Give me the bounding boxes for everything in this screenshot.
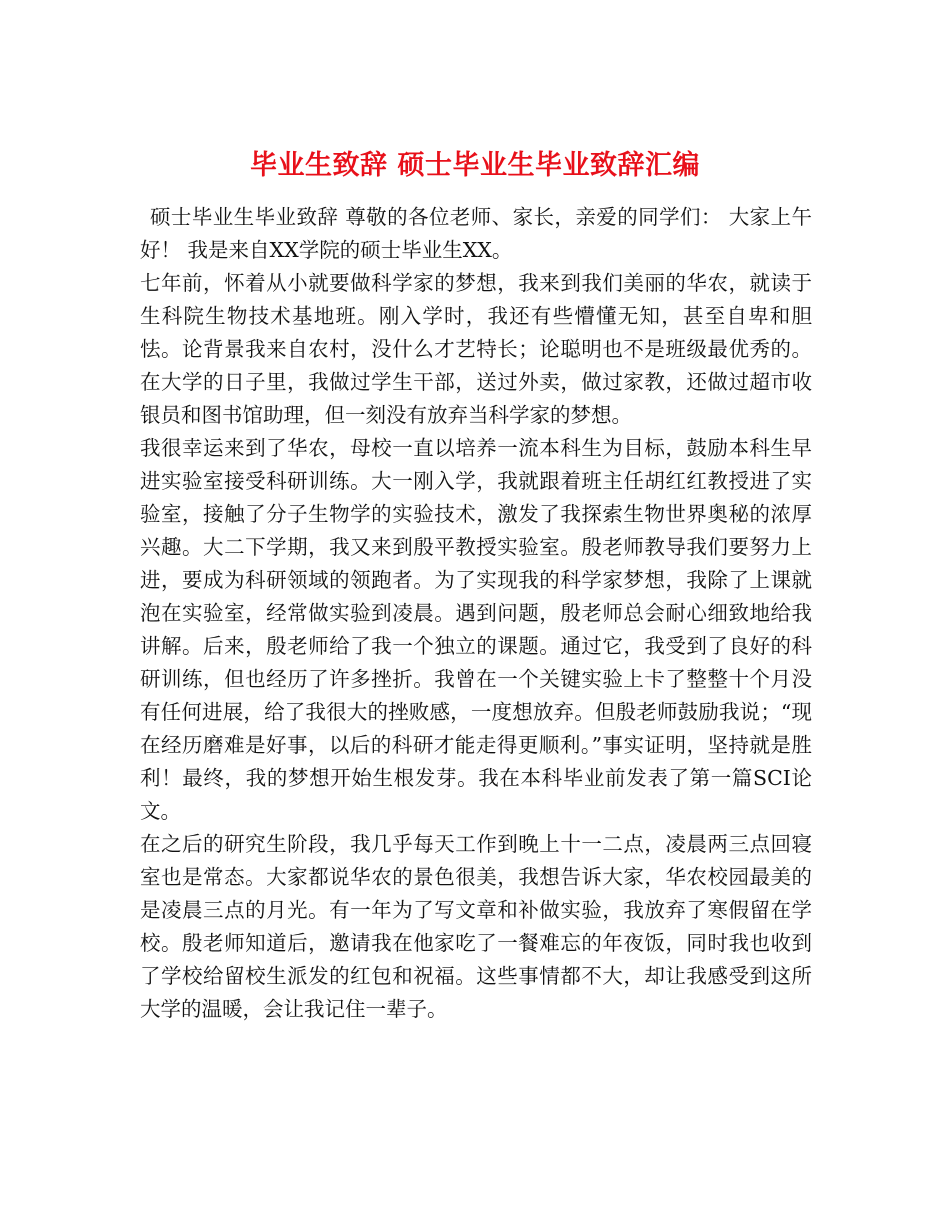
paragraph-graduate-years: 在之后的研究生阶段，我几乎每天工作到晚上十一二点，凌晨两三点回寝室也是常态。大家都说华农的景色很美，我想告诉大家，华农校园最美的是凌晨三点的月光。有一年为了写文章和补做实验，我放弃了寒假留在学校。殷老师知道后，邀请我在他家吃了一餐难忘的年夜饭，同时我也收到了学校给留校生派发的红包和祝福。这些事情都不大，却让我感受到这所大学的温暖，会让我记住一辈子。	[140, 832, 812, 1021]
paragraph-greeting: 硕士毕业生毕业致辞 尊敬的各位老师、家长，亲爱的同学们： 大家上午好！ 我是来自XX学院的硕士毕业生XX。	[140, 205, 812, 262]
document-title: 毕业生致辞 硕士毕业生毕业致辞汇编	[250, 150, 700, 182]
document-body	[140, 201, 812, 1026]
paragraph-dream: 七年前，怀着从小就要做科学家的梦想，我来到我们美丽的华农，就读于生科院生物技术基地班。刚入学时，我还有些懵懂无知，甚至自卑和胆怯。论背景我来自农村，没什么才艺特长；论聪明也不是班级最优秀的。在大学的日子里，我做过学生干部，送过外卖，做过家教，还做过超市收银员和图书馆助理，但一刻没有放弃当科学家的梦想。	[140, 271, 812, 427]
paragraph-lab-experience: 我很幸运来到了华农，母校一直以培养一流本科生为目标，鼓励本科生早进实验室接受科研训练。大一刚入学，我就跟着班主任胡红红教授进了实验室，接触了分子生物学的实验技术，激发了我探索生物世界奥秘的浓厚兴趣。大二下学期，我又来到殷平教授实验室。殷老师教导我们要努力上进，要成为科研领域的领跑者。为了实现我的科学家梦想，我除了上课就泡在实验室，经常做实验到凌晨。遇到问题，殷老师总会耐心细致地给我讲解。后来，殷老师给了我一个独立的课题。通过它，我受到了良好的科研训练，但也经历了许多挫折。我曾在一个关键实验上卡了整整十个月没有任何进展，给了我很大的挫败感，一度想放弃。但殷老师鼓励我说；“现在经历磨难是好事，以后的科研才能走得更顺利。”事实证明，坚持就是胜利！最终，我的梦想开始生根发芽。我在本科毕业前发表了第一篇SCI论文。	[140, 436, 812, 823]
